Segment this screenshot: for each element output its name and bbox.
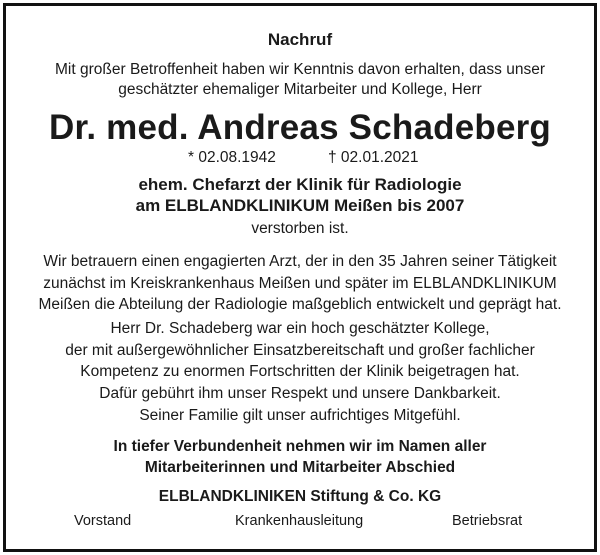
birth-date: * 02.08.1942 (188, 149, 276, 166)
passed-away-text: verstorben ist. (251, 220, 349, 237)
organization-name: ELBLANDKLINIKEN Stiftung & Co. KG (158, 488, 442, 505)
tribute-paragraph-2 (6, 318, 594, 404)
closing-line: In tiefer Verbundenheit nehmen wir im Namen aller (113, 438, 487, 455)
role-line: ehem. Chefarzt der Klinik für Radiologie (138, 175, 462, 194)
condolence-paragraph: Seiner Familie gilt unser aufrichtiges Mitgefühl. (139, 407, 461, 424)
paragraph-line: der mit außergewöhnlicher Einsatzbereitschaft und großer fachlicher (65, 341, 535, 359)
signatory-board: Vorstand (74, 513, 132, 529)
death-date: † 02.01.2021 (328, 149, 419, 166)
signatory-hospital-management: Krankenhausleitung (235, 513, 364, 529)
paragraph-line: Herr Dr. Schadeberg war ein hoch geschätzter Kollege, (110, 320, 490, 337)
paragraph-line: Dafür gebührt ihm unser Respekt und unsere Dankbarkeit. (99, 384, 501, 402)
role-line: am ELBLANDKLINIKUM Meißen bis 2007 (135, 196, 465, 215)
paragraph-line: Wir betrauern einen engagierten Arzt, der in den 35 Jahren seiner Tätigkeit (43, 253, 557, 270)
notice-heading: Nachruf (267, 30, 333, 49)
paragraph-line: Kompetenz zu enormen Fortschritten der Klinik beigetragen hat. (80, 363, 520, 380)
signatory-works-council: Betriebsrat (452, 513, 523, 529)
former-position (6, 174, 594, 216)
intro-line: Mit großer Betroffenheit haben wir Kenntnis davon erhalten, dass unser (55, 61, 545, 78)
intro-text (6, 60, 594, 100)
closing-line: Mitarbeiterinnen und Mitarbeiter Abschied (144, 459, 456, 476)
tribute-paragraph-1 (6, 251, 594, 316)
intro-line: geschätzter ehemaliger Mitarbeiter und Kollege, Herr (118, 81, 482, 98)
deceased-name: Dr. med. Andreas Schadeberg (48, 108, 552, 147)
closing-statement (6, 436, 594, 478)
paragraph-line: zunächst im Kreiskrankenhaus Meißen und später im ELBLANDKLINIKUM (43, 274, 557, 292)
paragraph-line: Meißen die Abteilung der Radiologie maßgeblich entwickelt und geprägt hat. (38, 296, 562, 313)
